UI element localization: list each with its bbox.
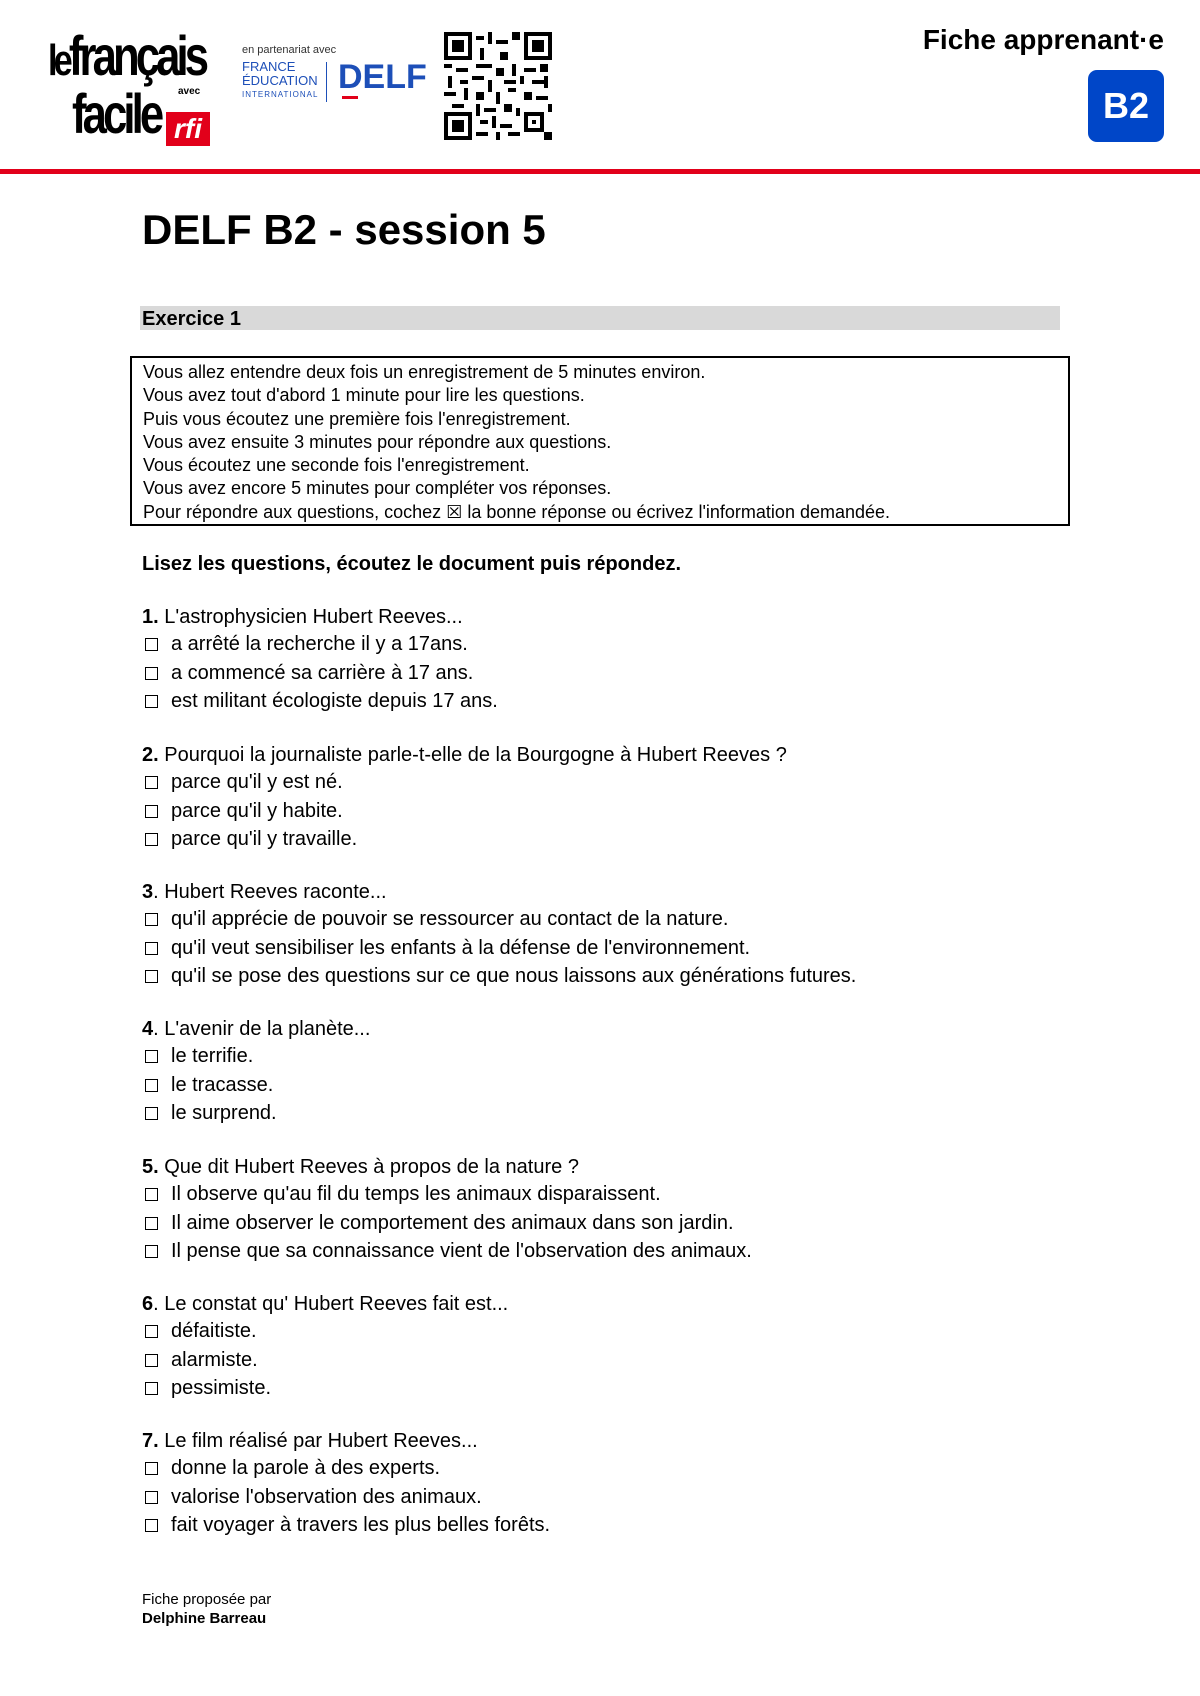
option-label: Il aime observer le comportement des animaux dans son jardin.: [171, 1211, 734, 1234]
option-label: le surprend.: [171, 1102, 277, 1124]
answer-option[interactable]: [142, 962, 1062, 991]
header-divider: [0, 169, 1200, 174]
level-badge: B2: [1088, 70, 1164, 142]
answer-option[interactable]: [142, 905, 1062, 934]
checkbox[interactable]: [145, 1188, 158, 1201]
logo-line-2: facile: [72, 82, 161, 145]
answer-option[interactable]: [142, 1317, 1062, 1346]
question-2: [142, 742, 1062, 854]
checkbox[interactable]: [145, 1107, 158, 1120]
question-text: [142, 1016, 1062, 1042]
answer-option[interactable]: [142, 1071, 1062, 1100]
option-label: alarmiste.: [171, 1348, 258, 1371]
option-label: parce qu'il y habite.: [171, 799, 343, 822]
question-4: [142, 1016, 1062, 1128]
checkbox[interactable]: [145, 1354, 158, 1367]
logo-line-1: [48, 24, 206, 89]
fei-line-1: FRANCE: [242, 59, 296, 74]
checkbox[interactable]: [145, 1491, 158, 1504]
answer-option[interactable]: [142, 1237, 1062, 1266]
answer-option[interactable]: [142, 630, 1062, 659]
answer-option[interactable]: [142, 1346, 1062, 1375]
question-3: [142, 879, 1062, 991]
answer-option[interactable]: [142, 797, 1062, 826]
question-5: [142, 1154, 1062, 1266]
checkbox[interactable]: [145, 970, 158, 983]
answer-option[interactable]: [142, 1454, 1062, 1483]
instruction-line: Vous avez encore 5 minutes pour compléter vos réponses.: [143, 478, 612, 499]
answer-option[interactable]: [142, 659, 1062, 688]
question-label: . Le constat qu' Hubert Reeves fait est...: [153, 1293, 509, 1315]
option-label: est militant écologiste depuis 17 ans.: [171, 690, 498, 712]
answer-option[interactable]: [142, 825, 1062, 854]
answer-option[interactable]: [142, 1374, 1062, 1403]
checkbox[interactable]: [145, 1079, 158, 1092]
fei-line-2: ÉDUCATION: [242, 73, 318, 88]
answer-option[interactable]: [142, 1099, 1062, 1128]
option-label: parce qu'il y travaille.: [171, 828, 358, 850]
question-label: L'astrophysicien Hubert Reeves...: [164, 606, 463, 628]
checkbox[interactable]: [145, 1325, 158, 1338]
instructions-box: [130, 356, 1070, 526]
le-francais-facile-logo[interactable]: [48, 24, 218, 148]
question-number: 5.: [142, 1156, 159, 1178]
answer-option[interactable]: [142, 1511, 1062, 1540]
delf-logo: DELF: [338, 58, 427, 96]
delf-logo-accent: [342, 96, 358, 99]
rfi-logo: rfi: [166, 112, 210, 146]
option-label: pessimiste.: [171, 1377, 272, 1399]
logo-avec: avec: [178, 86, 201, 97]
question-text: [142, 1154, 1062, 1180]
footer-proposed-by: Fiche proposée par: [142, 1591, 272, 1608]
instruction-line: Vous avez ensuite 3 minutes pour répondre aux questions.: [143, 431, 612, 452]
instruction-line: Puis vous écoutez une première fois l'enregistrement.: [143, 408, 571, 429]
option-label: a commencé sa carrière à 17 ans.: [171, 661, 474, 684]
option-label: a arrêté la recherche il y a 17ans.: [171, 633, 468, 655]
question-label: Que dit Hubert Reeves à propos de la nature ?: [164, 1156, 579, 1178]
question-label: . Hubert Reeves raconte...: [153, 881, 387, 903]
fiche-title: Fiche apprenant·e: [922, 24, 1164, 55]
checkbox[interactable]: [145, 942, 158, 955]
option-label: donne la parole à des experts.: [171, 1457, 441, 1479]
question-text: [142, 1428, 1062, 1454]
exercise-heading: Exercice 1: [140, 306, 1060, 330]
fei-line-3: INTERNATIONAL: [242, 90, 319, 99]
option-label: le terrifie.: [171, 1045, 254, 1067]
answer-option[interactable]: [142, 1209, 1062, 1238]
france-education-international-logo: [242, 60, 318, 102]
logo-le: le: [48, 36, 69, 85]
option-label: qu'il veut sensibiliser les enfants à la défense de l'environnement.: [171, 936, 751, 959]
question-number: 2.: [142, 744, 159, 766]
answer-option[interactable]: [142, 1180, 1062, 1209]
question-number: 3: [142, 881, 154, 903]
checkbox[interactable]: [145, 1217, 158, 1230]
checkbox[interactable]: [145, 1245, 158, 1258]
question-1: [142, 604, 1062, 716]
option-label: valorise l'observation des animaux.: [171, 1485, 482, 1508]
partner-intro: en partenariat avec: [242, 44, 337, 56]
page-title: DELF B2 - session 5: [142, 206, 546, 253]
question-number: 7.: [142, 1430, 159, 1452]
logo-francais: français: [68, 24, 206, 87]
checkbox[interactable]: [145, 1462, 158, 1475]
partner-divider: [326, 62, 327, 102]
question-7: [142, 1428, 1062, 1540]
option-label: qu'il apprécie de pouvoir se ressourcer au contact de la nature.: [171, 908, 729, 930]
answer-option[interactable]: [142, 1042, 1062, 1071]
lead-instruction: Lisez les questions, écoutez le document puis répondez.: [142, 553, 681, 575]
question-number: 4: [142, 1018, 154, 1040]
partner-logos[interactable]: [242, 44, 432, 104]
checkbox[interactable]: [145, 667, 158, 680]
question-number: 6: [142, 1293, 154, 1315]
checkbox[interactable]: [145, 913, 158, 926]
question-text: [142, 1291, 1062, 1317]
checkbox[interactable]: [145, 638, 158, 651]
instruction-line: Pour répondre aux questions, cochez ☒ la bonne réponse ou écrivez l'information demandée.: [143, 501, 891, 522]
answer-option[interactable]: [142, 1483, 1062, 1512]
question-label: Le film réalisé par Hubert Reeves...: [164, 1430, 478, 1452]
option-label: le tracasse.: [171, 1073, 274, 1096]
option-label: défaitiste.: [171, 1320, 257, 1342]
option-label: parce qu'il y est né.: [171, 771, 343, 793]
checkbox[interactable]: [145, 1519, 158, 1532]
question-label: . L'avenir de la planète...: [153, 1018, 371, 1040]
answer-option[interactable]: [142, 768, 1062, 797]
checkbox[interactable]: [145, 695, 158, 708]
question-text: [142, 604, 1062, 630]
instruction-line: Vous avez tout d'abord 1 minute pour lire les questions.: [143, 385, 585, 406]
checkbox[interactable]: [145, 1382, 158, 1395]
instruction-line: Vous allez entendre deux fois un enregistrement de 5 minutes environ.: [143, 362, 706, 382]
footer-author: Delphine Barreau: [142, 1610, 267, 1627]
option-label: Il observe qu'au fil du temps les animaux disparaissent.: [171, 1183, 661, 1205]
question-number: 1.: [142, 606, 159, 628]
question-6: [142, 1291, 1062, 1403]
option-label: qu'il se pose des questions sur ce que nous laissons aux générations futures.: [171, 965, 857, 987]
checkbox[interactable]: [145, 1050, 158, 1063]
page-header: [0, 0, 1200, 175]
question-text: [142, 742, 1062, 768]
answer-option[interactable]: [142, 934, 1062, 963]
instruction-line: Vous écoutez une seconde fois l'enregistrement.: [143, 455, 530, 476]
answer-option[interactable]: [142, 687, 1062, 716]
question-text: [142, 879, 1062, 905]
option-label: fait voyager à travers les plus belles forêts.: [171, 1514, 551, 1536]
checkbox[interactable]: [145, 776, 158, 789]
option-label: Il pense que sa connaissance vient de l'observation des animaux.: [171, 1240, 752, 1262]
qr-code[interactable]: [444, 32, 552, 140]
checkbox[interactable]: [145, 833, 158, 846]
page-footer: [142, 1590, 271, 1628]
checkbox[interactable]: [145, 805, 158, 818]
question-label: Pourquoi la journaliste parle-t-elle de la Bourgogne à Hubert Reeves ?: [164, 744, 787, 766]
